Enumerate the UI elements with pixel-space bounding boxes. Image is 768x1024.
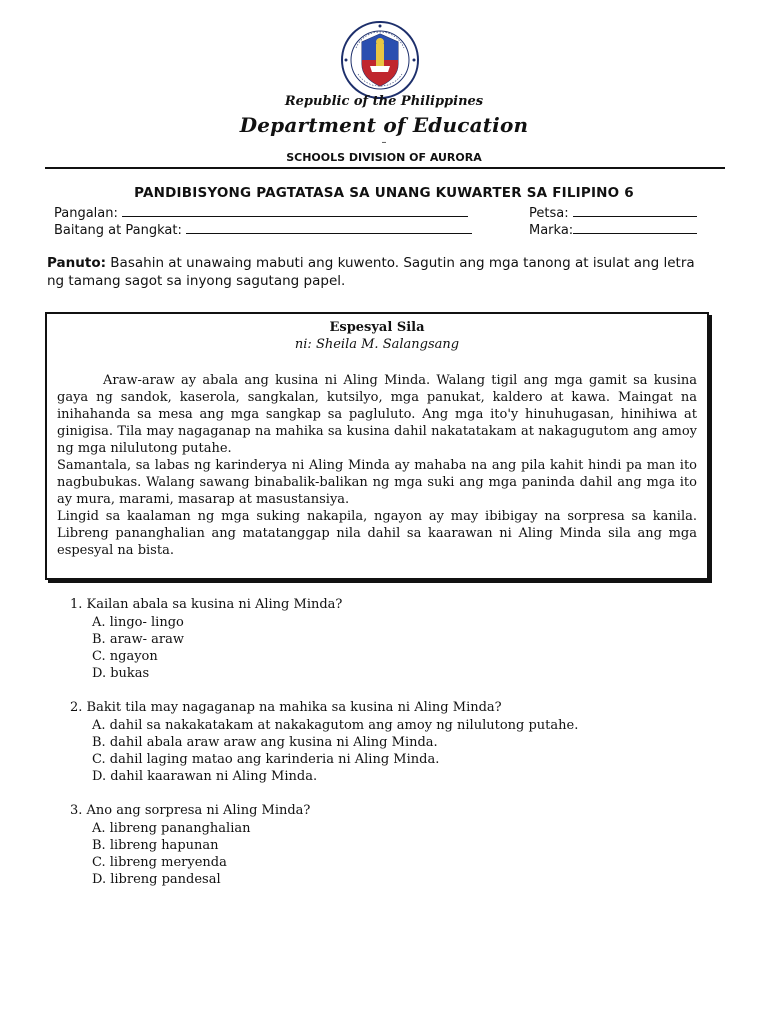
score-blank[interactable] bbox=[573, 221, 697, 234]
date-blank[interactable] bbox=[573, 204, 697, 217]
header-divider bbox=[45, 167, 725, 169]
date-label: Petsa: bbox=[529, 206, 569, 221]
instructions-text: Basahin at unawaing mabuti ang kuwento. Sagutin ang mga tanong at isulat ang letra ng tamang sagot sa inyong sagutang papel. bbox=[47, 255, 695, 289]
name-field bbox=[54, 204, 468, 221]
instructions bbox=[47, 254, 707, 290]
choice-d[interactable]: D. bukas bbox=[92, 666, 150, 681]
choice-d[interactable]: D. dahil kaarawan ni Aling Minda. bbox=[92, 769, 318, 784]
story-title: Espesyal Sila bbox=[329, 320, 425, 335]
grade-blank[interactable] bbox=[186, 221, 472, 234]
deped-seal-logo bbox=[340, 20, 420, 100]
choice-c[interactable]: C. libreng meryenda bbox=[92, 855, 227, 870]
question-2-choices bbox=[92, 717, 578, 785]
choice-a[interactable]: A. libreng pananghalian bbox=[92, 821, 251, 836]
grade-label: Baitang at Pangkat: bbox=[54, 223, 182, 238]
score-label: Marka: bbox=[529, 223, 574, 238]
story-paragraph: Araw-araw ay abala ang kusina ni Aling Minda. Walang tigil ang mga gamit sa kusina gaya ng sandok, kaserola, sangkalan, kutsilyo, mga panukat, kaldero at kawa. Maingat na inihahanda sa mesa ang mga sangkap sa pagluluto. Ang mga ito'y hinuhugasan, hinihiwa at ginigisa. Tila may nagaganap na mahika sa kusina dahil nakatatakam at nakagugutom ang amoy ng mga nilulutong putahe. bbox=[57, 373, 697, 456]
choice-b[interactable]: B. libreng hapunan bbox=[92, 838, 219, 853]
story-body bbox=[57, 372, 697, 559]
choice-c[interactable]: C. dahil laging matao ang karinderia ni Aling Minda. bbox=[92, 752, 440, 767]
score-field bbox=[529, 221, 697, 238]
choice-a[interactable]: A. dahil sa nakakatakam at nakakagutom ang amoy ng nilulutong putahe. bbox=[92, 718, 579, 733]
choice-d[interactable]: D. libreng pandesal bbox=[92, 872, 221, 887]
date-field bbox=[529, 204, 697, 221]
exam-title: PANDIBISYONG PAGTATASA SA UNANG KUWARTER SA FILIPINO 6 bbox=[134, 185, 634, 201]
choice-b[interactable]: B. araw- araw bbox=[92, 632, 185, 647]
header-dash: – bbox=[381, 137, 387, 148]
story-paragraph: Lingid sa kaalaman ng mga suking nakapila, ngayon ay may ibibigay na sorpresa sa kanila. Libreng pananghalian ang matatanggap nila dahil sa kaarawan ni Aling Minda sila ang mga espesyal na bista. bbox=[57, 509, 697, 558]
republic-heading: Republic of the Philippines bbox=[284, 94, 484, 109]
instructions-label: Panuto: bbox=[47, 255, 106, 271]
choice-c[interactable]: C. ngayon bbox=[92, 649, 158, 664]
choice-b[interactable]: B. dahil abala araw araw ang kusina ni Aling Minda. bbox=[92, 735, 438, 750]
choice-a[interactable]: A. lingo- lingo bbox=[92, 615, 184, 630]
question-2: 2. Bakit tila may nagaganap na mahika sa kusina ni Aling Minda? bbox=[70, 700, 502, 715]
question-1: 1. Kailan abala sa kusina ni Aling Minda? bbox=[70, 597, 343, 612]
question-1-choices bbox=[92, 614, 184, 682]
question-3: 3. Ano ang sorpresa ni Aling Minda? bbox=[70, 803, 311, 818]
name-label: Pangalan: bbox=[54, 206, 118, 221]
grade-field bbox=[54, 221, 472, 238]
story-paragraph: Samantala, sa labas ng karinderya ni Aling Minda ay mahaba na ang pila kahit hindi pa man ito nagbubukas. Walang sawang binabalik-balikan ng mga suki ang mga paninda dahil ang mga ito ay mura, marami, masarap at masustansiya. bbox=[57, 458, 697, 507]
department-heading: Department of Education bbox=[239, 113, 529, 137]
division-heading: SCHOOLS DIVISION OF AURORA bbox=[286, 151, 482, 164]
name-blank[interactable] bbox=[122, 204, 468, 217]
story-author: ni: Sheila M. Salangsang bbox=[294, 337, 460, 352]
question-3-choices bbox=[92, 820, 250, 888]
